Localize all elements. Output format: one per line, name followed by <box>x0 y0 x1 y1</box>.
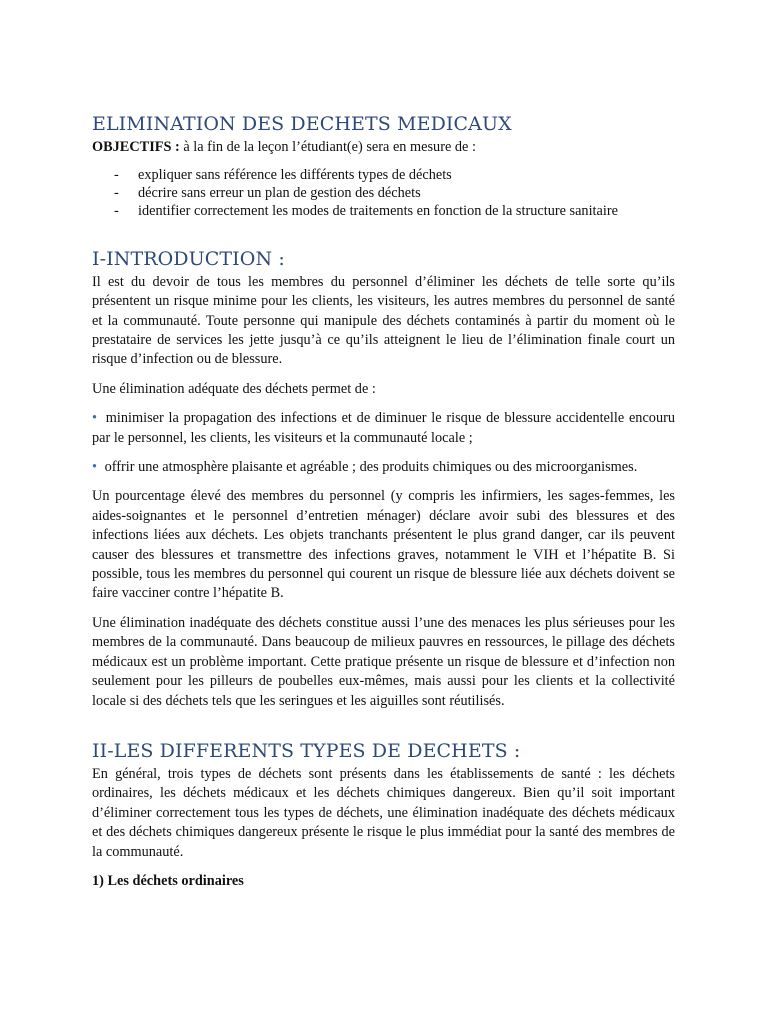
bullet-icon: • <box>92 410 98 427</box>
list-item <box>114 203 675 221</box>
introduction-bullet-1 <box>92 409 675 448</box>
types-heading: II-LES DIFFERENTS TYPES DE DECHETS : <box>92 739 521 762</box>
dash-marker: - <box>114 167 119 184</box>
list-item <box>114 185 675 203</box>
types-paragraph-1: En général, trois types de déchets sont présents dans les établissements de santé : les déchets ordinaires, les déchets médicaux et les déchets chimiques dangereux. Bien qu’il soit important d’éliminer correctement tous les types de déchets, une élimination inadéquate des déchets médicaux et des déchets chimiques dangereux présente le risque le plus immédiat pour la santé des membres de la communauté. <box>92 765 675 860</box>
objective-item-text: identifier correctement les modes de traitements en fonction de la structure sanitaire <box>138 203 618 219</box>
subheading-ordinary-waste: 1) Les déchets ordinaires <box>92 872 244 889</box>
introduction-paragraph-3: Un pourcentage élevé des membres du personnel (y compris les infirmiers, les sages-femmes, les aides-soignantes et le personnel d’entretien ménager) déclare avoir subi des blessures et des infections liées aux déchets. Les objets tranchants présentent le plus grand danger, car ils peuvent causer des blessures et transmettre des infections graves, notamment le VIH et l’hépatite B. Si possible, tous les membres du personnel qui courent un risque de blessure liée aux déchets doivent se faire vacciner contre l’hépatite B. <box>92 488 675 602</box>
bullet-text: minimiser la propagation des infections et de diminuer le risque de blessure accidentelle encouru par le personnel, les clients, les visiteurs et la communauté locale ; <box>92 410 675 446</box>
objectives-list <box>92 167 675 220</box>
objective-item-text: expliquer sans référence les différents types de déchets <box>138 167 452 184</box>
objectives-text: à la fin de la leçon l’étudiant(e) sera en mesure de : <box>179 139 476 155</box>
objectives-label: OBJECTIFS : <box>92 139 180 155</box>
introduction-paragraph-1: Il est du devoir de tous les membres du personnel d’éliminer les déchets de telle sorte qu’ils présentent un risque minime pour les clients, les visiteurs, les autres membres du personnel de santé et la communauté. Toute personne qui manipule des déchets contaminés à partir du moment où le prestataire de services les jette jusqu’à ce qu’ils atteignent le lieu de l’élimination finale court un risque d’infection ou de blessure. <box>92 273 675 368</box>
bullet-icon: • <box>92 459 98 476</box>
list-item <box>114 167 675 185</box>
document-title: ELIMINATION DES DECHETS MEDICAUX <box>92 113 512 135</box>
introduction-bullet-2 <box>92 458 675 477</box>
bullet-text: offrir une atmosphère plaisante et agréable ; des produits chimiques ou des microorganismes. <box>101 459 638 476</box>
introduction-paragraph-2: Une élimination adéquate des déchets permet de : <box>92 380 376 397</box>
introduction-paragraph-4: Une élimination inadéquate des déchets constitue aussi l’une des menaces les plus sérieuses pour les membres de la communauté. Dans beaucoup de milieux pauvres en ressources, le pillage des déchets médicaux est un problème important. Cette pratique présente un risque de blessure et d’infection non seulement pour les pilleurs de poubelles eux-mêmes, mais aussi pour les clients et la collectivité locale si des déchets tels que les seringues et les aiguilles sont réutilisés. <box>92 614 675 709</box>
introduction-heading: I-INTRODUCTION : <box>92 247 285 270</box>
dash-marker: - <box>114 185 119 202</box>
dash-marker: - <box>114 203 119 219</box>
objective-item-text: décrire sans erreur un plan de gestion des déchets <box>138 185 421 202</box>
objectives-intro <box>92 138 675 157</box>
